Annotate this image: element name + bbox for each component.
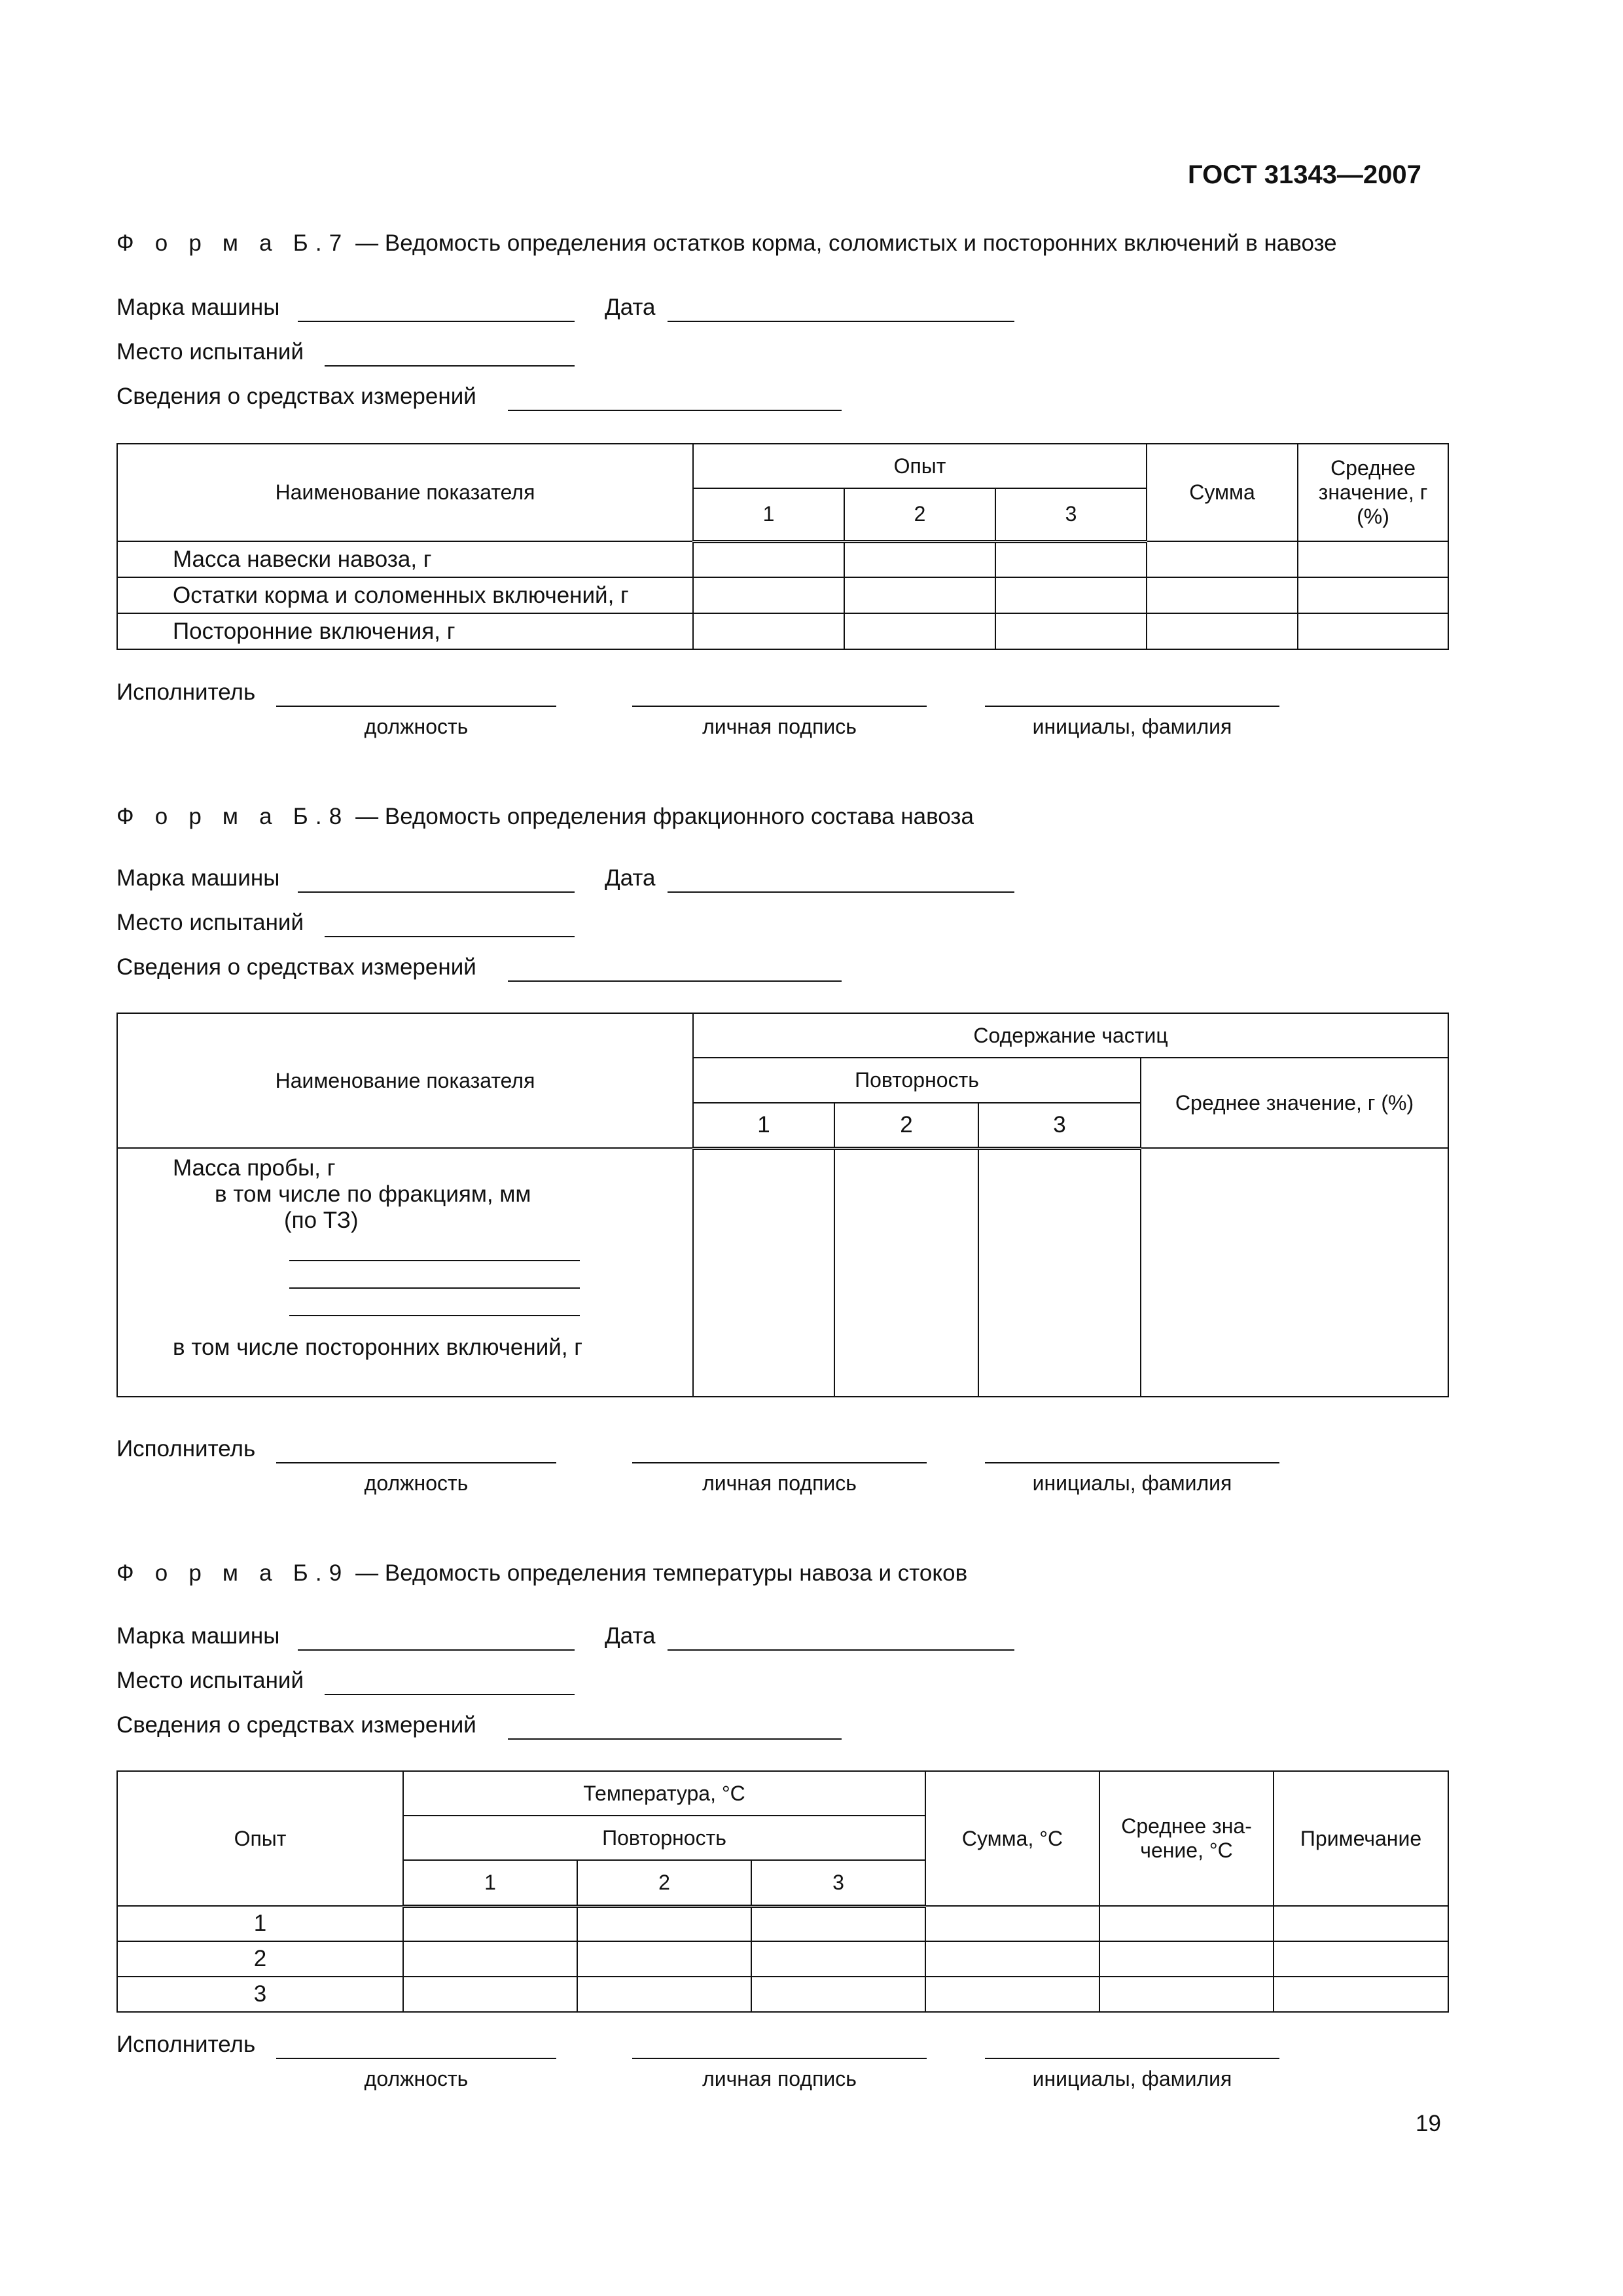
form-b7-brand-field[interactable] — [298, 321, 575, 322]
form-b7-cell[interactable] — [1147, 613, 1298, 649]
form-b9-cell[interactable] — [577, 1941, 751, 1977]
form-b9-cell[interactable] — [1274, 1906, 1448, 1941]
form-b8-date-label: Дата — [605, 865, 656, 891]
form-b7-cell[interactable] — [844, 577, 995, 613]
form-b9-col-temp: Температура, °С — [403, 1771, 925, 1816]
form-b9-col-trial: Опыт — [117, 1771, 403, 1906]
form-b9-instruments-label: Сведения о средствах измерений — [116, 1712, 476, 1738]
form-b8-title-text: — Ведомость определения фракционного состава навоза — [349, 804, 974, 829]
form-b8-col-repeat: Повторность — [693, 1058, 1141, 1103]
form-b8-executor-label: Исполнитель — [116, 1436, 256, 1462]
form-b7-row-label: Посторонние включения, г — [117, 613, 693, 649]
form-b8-repeat-1: 1 — [693, 1103, 834, 1148]
form-b7-cell[interactable] — [844, 613, 995, 649]
form-b8-fraction-line[interactable] — [289, 1289, 580, 1316]
form-b8-name-field[interactable] — [985, 1462, 1279, 1463]
form-b7-cell[interactable] — [693, 541, 844, 577]
form-b9-title-text: — Ведомость определения температуры навоза и стоков — [349, 1560, 968, 1586]
form-b9-caption-name: инициалы, фамилия — [1032, 2067, 1232, 2090]
form-b7-caption-signature: личная подпись — [702, 715, 857, 738]
form-b7-cell[interactable] — [693, 577, 844, 613]
form-b8-caption-name: инициалы, фамилия — [1032, 1471, 1232, 1495]
form-b8-repeat-3: 3 — [978, 1103, 1141, 1148]
form-b9-cell[interactable] — [925, 1941, 1099, 1977]
form-b8-cell[interactable] — [978, 1148, 1141, 1397]
form-b9-caption-position: должность — [364, 2067, 469, 2090]
form-b7-place-field[interactable] — [325, 365, 575, 367]
form-b8-caption-position: должность — [364, 1471, 469, 1495]
form-b9-caption-signature: личная подпись — [702, 2067, 857, 2090]
form-b9-cell[interactable] — [403, 1906, 577, 1941]
form-b7-cell[interactable] — [1147, 541, 1298, 577]
form-b9-col-note: Примечание — [1274, 1771, 1448, 1906]
form-b7-executor-label: Исполнитель — [116, 679, 256, 705]
form-b9-cell[interactable] — [403, 1941, 577, 1977]
form-b9-cell[interactable] — [1274, 1977, 1448, 2012]
form-b8-instruments-label: Сведения о средствах измерений — [116, 954, 476, 980]
form-b8-col-content: Содержание частиц — [693, 1013, 1448, 1058]
form-b9-instruments-field[interactable] — [508, 1738, 842, 1740]
form-b7-trial-2: 2 — [844, 488, 995, 541]
form-b7-cell[interactable] — [693, 613, 844, 649]
page-number: 19 — [1416, 2111, 1441, 2136]
form-b7-table — [116, 443, 1449, 650]
form-b8-row-foreign: в том числе посторонних включений, г — [173, 1335, 583, 1360]
form-b9-cell[interactable] — [577, 1906, 751, 1941]
form-b9-repeat-1: 1 — [403, 1860, 577, 1906]
form-b8-position-field[interactable] — [276, 1462, 556, 1463]
form-b7-caption-position: должность — [364, 715, 469, 738]
form-b9-cell[interactable] — [1099, 1941, 1274, 1977]
form-b9-cell[interactable] — [751, 1941, 925, 1977]
form-b9-date-field[interactable] — [668, 1649, 1014, 1651]
form-b9-cell[interactable] — [751, 1906, 925, 1941]
form-b7-cell[interactable] — [995, 577, 1147, 613]
form-b7-cell[interactable] — [1298, 541, 1448, 577]
form-b9-cell[interactable] — [1099, 1977, 1274, 2012]
form-b8-brand-label: Марка машины — [116, 865, 280, 891]
form-b9-signature-field[interactable] — [632, 2058, 927, 2059]
form-b9-cell[interactable] — [577, 1977, 751, 2012]
form-b9-prefix: Ф о р м а Б.9 — [116, 1560, 349, 1586]
form-b7-cell[interactable] — [1298, 613, 1448, 649]
form-b9-cell[interactable] — [925, 1906, 1099, 1941]
form-b7-prefix: Ф о р м а Б.7 — [116, 230, 349, 256]
form-b9-repeat-3: 3 — [751, 1860, 925, 1906]
form-b9-name-field[interactable] — [985, 2058, 1279, 2059]
form-b8-row-label-cell — [117, 1148, 693, 1397]
form-b9-row-label: 1 — [117, 1906, 403, 1941]
form-b7-caption-name: инициалы, фамилия — [1032, 715, 1232, 738]
form-b7-col-sum: Сумма — [1147, 444, 1298, 541]
form-b8-cell[interactable] — [834, 1148, 978, 1397]
form-b8-table — [116, 1013, 1449, 1397]
form-b9-cell[interactable] — [1099, 1906, 1274, 1941]
form-b9-cell[interactable] — [403, 1977, 577, 2012]
form-b8-signature-field[interactable] — [632, 1462, 927, 1463]
form-b9-col-sum: Сумма, °С — [925, 1771, 1099, 1906]
form-b8-instruments-field[interactable] — [508, 980, 842, 982]
form-b8-place-field[interactable] — [325, 936, 575, 937]
form-b8-row-fractions: в том числе по фракциям, мм — [215, 1181, 531, 1207]
form-b7-cell[interactable] — [1298, 577, 1448, 613]
form-b7-row-label: Масса навески навоза, г — [117, 541, 693, 577]
form-b9-col-mean: Среднее зна-чение, °С — [1099, 1771, 1274, 1906]
form-b7-title — [116, 230, 1337, 257]
form-b9-cell[interactable] — [1274, 1941, 1448, 1977]
form-b9-row-label: 3 — [117, 1977, 403, 2012]
form-b7-row-label: Остатки корма и соломенных включений, г — [117, 577, 693, 613]
form-b8-title — [116, 804, 974, 830]
form-b8-caption-signature: личная подпись — [702, 1471, 857, 1495]
form-b9-place-label: Место испытаний — [116, 1668, 304, 1693]
document-code: ГОСТ 31343—2007 — [1188, 160, 1421, 189]
form-b7-brand-label: Марка машины — [116, 295, 280, 320]
form-b8-brand-field[interactable] — [298, 891, 575, 893]
form-b7-cell[interactable] — [1147, 577, 1298, 613]
form-b8-date-field[interactable] — [668, 891, 1014, 893]
form-b7-cell[interactable] — [995, 541, 1147, 577]
form-b9-executor-label: Исполнитель — [116, 2032, 256, 2057]
form-b9-brand-field[interactable] — [298, 1649, 575, 1651]
form-b9-title — [116, 1560, 967, 1587]
form-b7-cell[interactable] — [995, 613, 1147, 649]
form-b8-repeat-2: 2 — [834, 1103, 978, 1148]
form-b8-fraction-line[interactable] — [289, 1234, 580, 1261]
form-b7-name-field[interactable] — [985, 706, 1279, 707]
form-b9-date-label: Дата — [605, 1623, 656, 1649]
form-b9-position-field[interactable] — [276, 2058, 556, 2059]
form-b7-cell[interactable] — [844, 541, 995, 577]
form-b7-date-field[interactable] — [668, 321, 1014, 322]
form-b8-row-mass: Масса пробы, г — [173, 1155, 336, 1181]
form-b9-repeat-2: 2 — [577, 1860, 751, 1906]
form-b7-position-field[interactable] — [276, 706, 556, 707]
form-b8-col-name: Наименование показателя — [117, 1013, 693, 1148]
form-b9-place-field[interactable] — [325, 1694, 575, 1695]
form-b8-col-mean: Среднее значение, г (%) — [1141, 1058, 1448, 1148]
form-b7-col-mean: Среднее значение, г (%) — [1298, 444, 1448, 541]
form-b8-prefix: Ф о р м а Б.8 — [116, 804, 349, 829]
form-b9-brand-label: Марка машины — [116, 1623, 280, 1649]
form-b9-cell[interactable] — [751, 1977, 925, 2012]
form-b8-place-label: Место испытаний — [116, 910, 304, 935]
form-b8-cell[interactable] — [1141, 1148, 1448, 1397]
form-b7-col-trial: Опыт — [693, 444, 1147, 488]
form-b7-signature-field[interactable] — [632, 706, 927, 707]
form-b9-cell[interactable] — [925, 1977, 1099, 2012]
form-b7-instruments-label: Сведения о средствах измерений — [116, 384, 476, 409]
form-b7-col-name: Наименование показателя — [117, 444, 693, 541]
form-b8-fraction-line[interactable] — [289, 1261, 580, 1289]
form-b9-table — [116, 1770, 1449, 2013]
form-b7-title-text: — Ведомость определения остатков корма, соломистых и посторонних включений в навозе — [349, 230, 1337, 256]
form-b7-place-label: Место испытаний — [116, 339, 304, 365]
form-b9-col-repeat: Повторность — [403, 1816, 925, 1860]
form-b7-trial-3: 3 — [995, 488, 1147, 541]
form-b7-date-label: Дата — [605, 295, 656, 320]
form-b7-trial-1: 1 — [693, 488, 844, 541]
form-b9-row-label: 2 — [117, 1941, 403, 1977]
form-b7-instruments-field[interactable] — [508, 410, 842, 411]
form-b8-cell[interactable] — [693, 1148, 834, 1397]
form-b8-row-tz: (по ТЗ) — [284, 1208, 359, 1233]
